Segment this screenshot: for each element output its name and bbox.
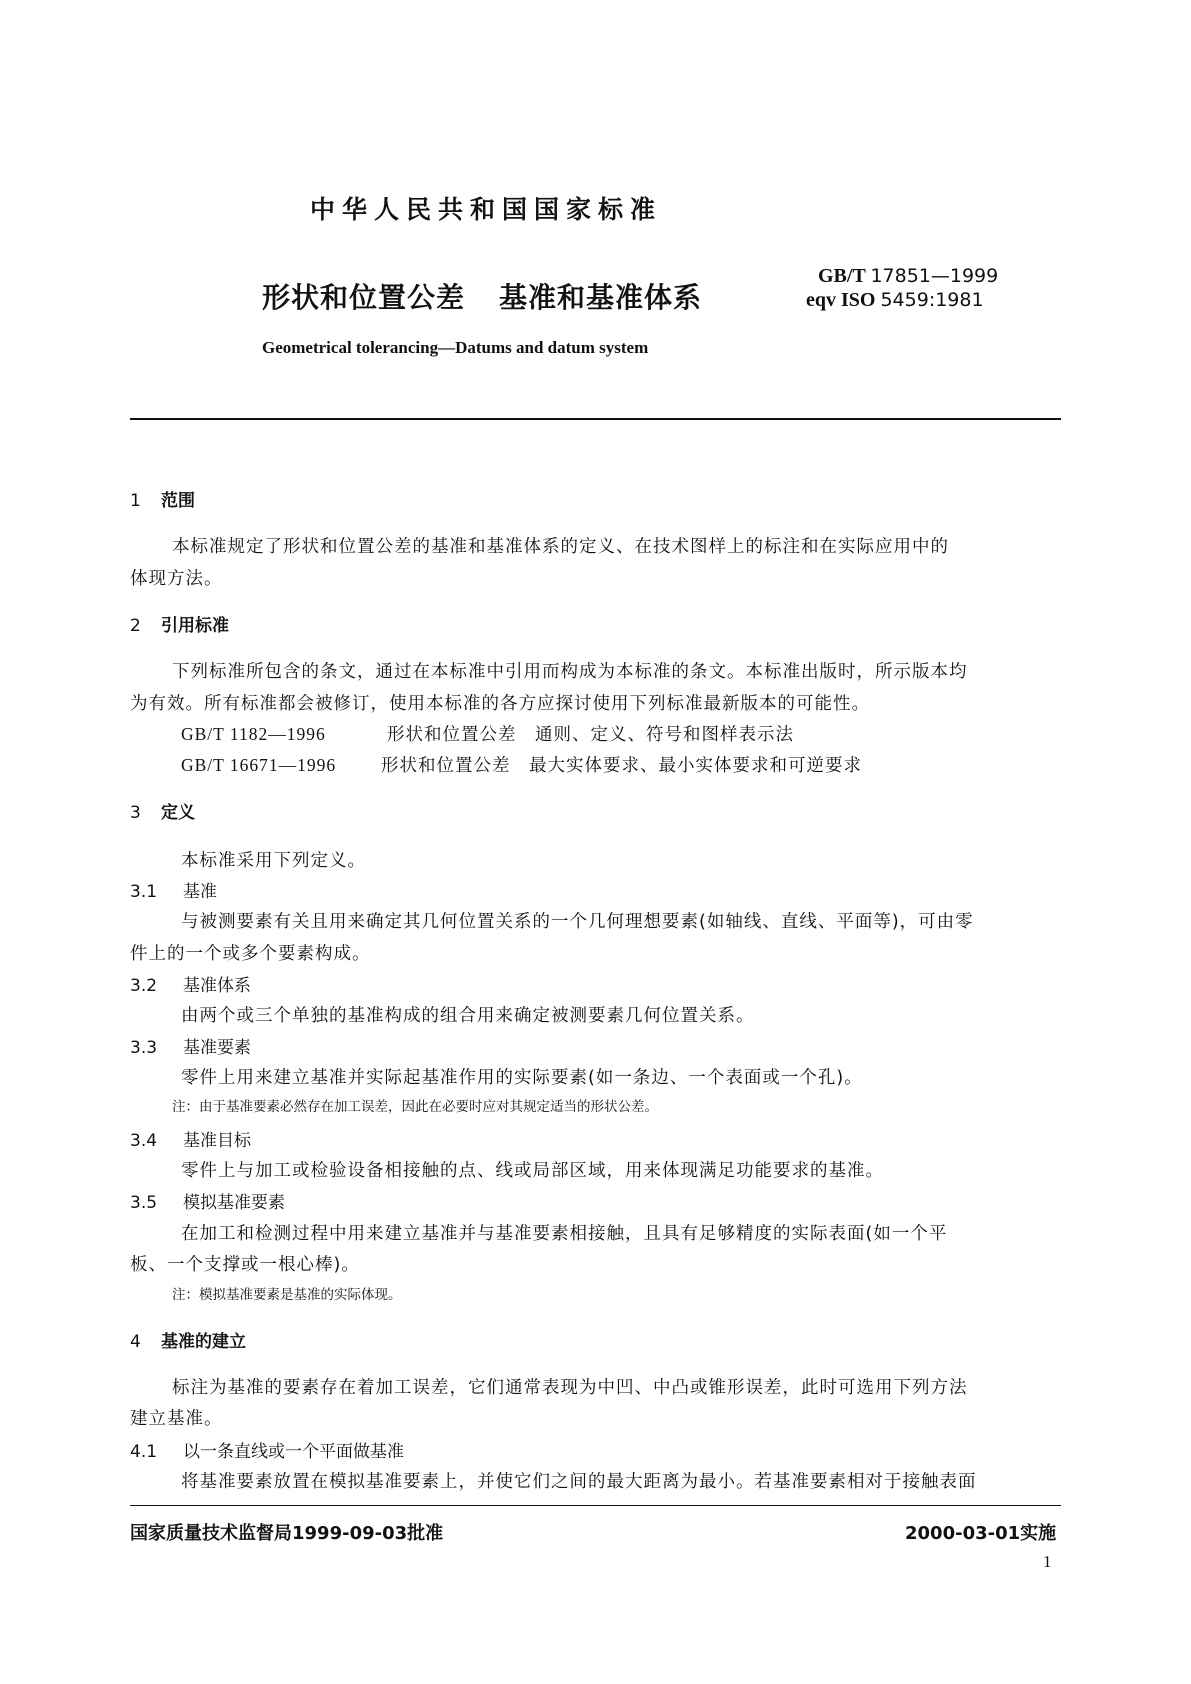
approval-date: 国家质量技术监督局1999-09-03批准	[130, 1523, 444, 1544]
page-number: 1	[1043, 1552, 1052, 1571]
english-title: Geometrical tolerancing—Datums and datum system	[262, 338, 649, 357]
section-4-heading: 4 基准的建立	[130, 1332, 246, 1352]
title-part-2: 基准和基准体系	[499, 281, 703, 314]
section-2-paragraph-line1: 下列标准所包含的条文，通过在本标准中引用而构成为本标准的条文。本标准出版时，所示版本均	[172, 662, 968, 682]
definition-3-3-heading: 3.3 基准要素	[130, 1038, 251, 1058]
definition-3-5-heading: 3.5 模拟基准要素	[130, 1193, 285, 1213]
reference-item: GB/T 16671—1996 形状和位置公差 最大实体要求、最小实体要求和可逆要求	[181, 755, 862, 776]
section-3-heading: 3 定义	[130, 803, 195, 823]
definition-3-1-line2: 件上的一个或多个要素构成。	[130, 944, 371, 964]
definition-3-2-line1: 由两个或三个单独的基准构成的组合用来确定被测要素几何位置关系。	[181, 1006, 755, 1026]
definition-3-3-line1: 零件上用来建立基准并实际起基准作用的实际要素(如一条边、一个表面或一个孔)。	[181, 1068, 863, 1088]
eqv-number: 5459:1981	[880, 289, 984, 311]
section-2-heading: 2 引用标准	[130, 616, 229, 636]
definition-3-3-note: 注：由于基准要素必然存在加工误差，因此在必要时应对其规定适当的形状公差。	[172, 1099, 658, 1115]
section-1-paragraph-line1: 本标准规定了形状和位置公差的基准和基准体系的定义、在技术图样上的标注和在实际应用中的	[172, 537, 949, 557]
definition-3-5-line2: 板、一个支撑或一根心棒)。	[130, 1255, 360, 1275]
subsection-4-1-line1: 将基准要素放置在模拟基准要素上，并使它们之间的最大距离为最小。若基准要素相对于接触表面	[181, 1472, 977, 1492]
std-prefix: GB/T	[818, 265, 866, 287]
definition-3-5-note: 注：模拟基准要素是基准的实际体现。	[172, 1287, 402, 1303]
section-1-paragraph-line2: 体现方法。	[130, 569, 223, 589]
eqv-prefix: eqv ISO	[806, 289, 876, 311]
header-divider	[130, 418, 1061, 420]
section-1-heading: 1 范围	[130, 491, 195, 511]
definition-3-1-heading: 3.1 基准	[130, 882, 217, 902]
std-number: 17851—1999	[870, 265, 999, 287]
section-2-paragraph-line2: 为有效。所有标准都会被修订，使用本标准的各方应探讨使用下列标准最新版本的可能性。	[130, 694, 870, 714]
implementation-date: 2000-03-01实施	[905, 1523, 1057, 1544]
footer-divider	[130, 1505, 1061, 1506]
section-3-intro: 本标准采用下列定义。	[181, 851, 366, 871]
title-part-1: 形状和位置公差	[262, 281, 466, 314]
reference-item: GB/T 1182—1996 形状和位置公差 通则、定义、符号和图样表示法	[181, 724, 794, 745]
definition-3-4-line1: 零件上与加工或检验设备相接触的点、线或局部区域，用来体现满足功能要求的基准。	[181, 1161, 884, 1181]
subsection-4-1-heading: 4.1 以一条直线或一个平面做基准	[130, 1442, 404, 1462]
standard-number-block	[806, 264, 999, 312]
definition-3-2-heading: 3.2 基准体系	[130, 976, 251, 996]
definition-3-1-line1: 与被测要素有关且用来确定其几何位置关系的一个几何理想要素(如轴线、直线、平面等)，可由零	[181, 912, 974, 932]
country-standard-heading: 中华人民共和国国家标准	[310, 195, 663, 224]
definition-3-4-heading: 3.4 基准目标	[130, 1131, 251, 1151]
document-title	[262, 276, 702, 316]
section-4-paragraph-line1: 标注为基准的要素存在着加工误差，它们通常表现为中凹、中凸或锥形误差，此时可选用下列方法	[172, 1378, 968, 1398]
section-4-paragraph-line2: 建立基准。	[130, 1409, 223, 1429]
definition-3-5-line1: 在加工和检测过程中用来建立基准并与基准要素相接触，且具有足够精度的实际表面(如一个平	[181, 1224, 948, 1244]
